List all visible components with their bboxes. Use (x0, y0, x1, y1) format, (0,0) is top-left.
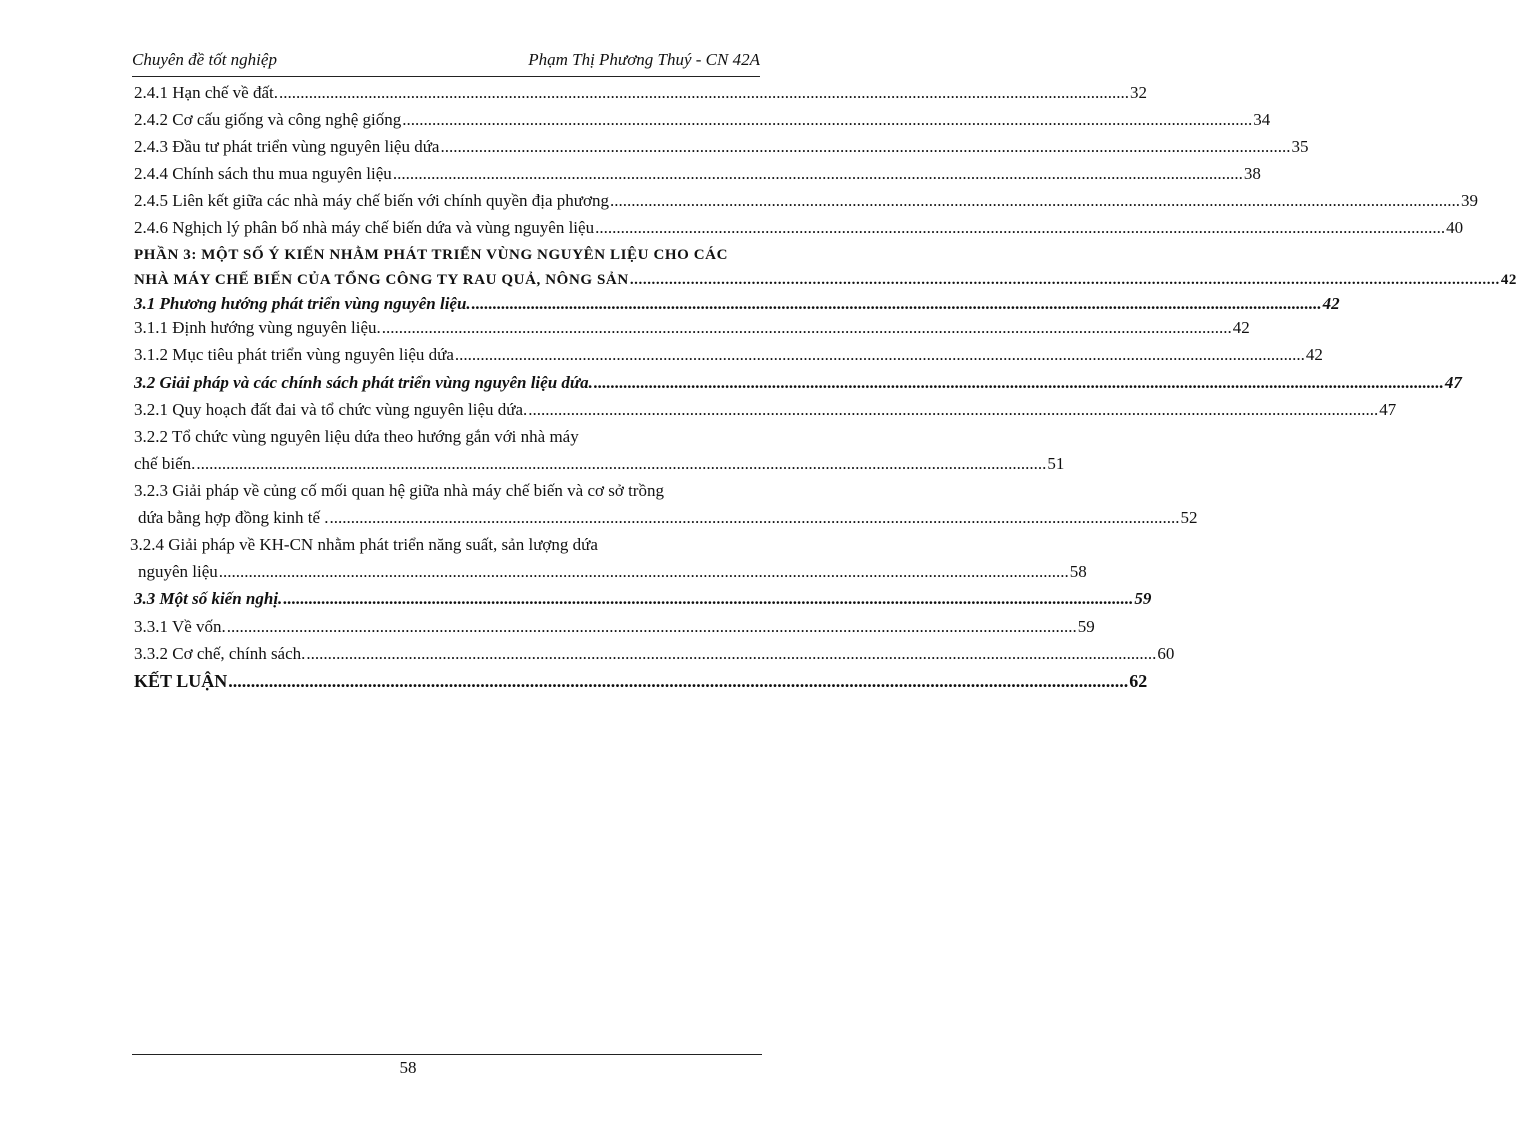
header-author: Phạm Thị Phương Thuý - CN 42A (528, 50, 760, 69)
toc-entry-page: 60 (1157, 644, 1175, 663)
toc-dot-leader: ........................................................................................................................................................................................................ (593, 373, 1444, 392)
toc-entry (134, 400, 1397, 420)
toc-entry-page: 42 (1305, 345, 1323, 364)
toc-entry (134, 617, 1095, 637)
toc-dot-leader: ........................................................................................................................................................................................................ (595, 218, 1446, 237)
toc-entry-page: 42 (1322, 294, 1340, 313)
toc-entry-label: 2.4.6 Nghịch lý phân bố nhà máy chế biến dứa và vùng nguyên liệu (134, 218, 595, 237)
toc-dot-leader: ........................................................................................................................................................................................................ (329, 508, 1180, 527)
toc-dot-leader: ........................................................................................................................................................................................................ (392, 164, 1243, 183)
toc-entry-label: 3.1.1 Định hướng vùng nguyên liệu. (134, 318, 381, 337)
toc-entry-page: 47 (1444, 373, 1462, 392)
toc-entry-label: NHÀ MÁY CHẾ BIẾN CỦA TỔNG CÔNG TY RAU QUẢ, NÔNG SẢN (134, 272, 629, 288)
toc-entry-label: 2.4.1 Hạn chế về đất. (134, 83, 278, 102)
toc-entry-label: nguyên liệu (138, 562, 218, 581)
toc-dot-leader: ........................................................................................................................................................................................................ (306, 644, 1157, 663)
toc-entry (134, 644, 1175, 664)
toc-entry (134, 110, 1271, 130)
toc-entry-label: 2.4.4 Chính sách thu mua nguyên liệu (134, 164, 392, 183)
toc-entry (134, 218, 1464, 238)
toc-dot-leader: ........................................................................................................................................................................................................ (454, 345, 1305, 364)
toc-entry-page: 38 (1243, 164, 1261, 183)
toc-dot-leader: ........................................................................................................................................................................................................ (226, 617, 1077, 636)
header-title: Chuyên đề tốt nghiệp (132, 50, 277, 69)
toc-entry-label: 3.3.2 Cơ chế, chính sách. (134, 644, 306, 663)
toc-entry-page: 52 (1180, 508, 1198, 527)
toc-entry-page: 59 (1077, 617, 1095, 636)
toc-entry-continued: 3.2.4 Giải pháp về KH-CN nhằm phát triển năng suất, sản lượng dứa (130, 535, 598, 554)
toc-entry-label: chế biến. (134, 454, 196, 473)
toc-entry-page: 59 (1134, 589, 1152, 608)
toc-dot-leader: ........................................................................................................................................................................................................ (381, 318, 1232, 337)
toc-entry (134, 137, 1309, 157)
toc-entry-label: 3.2 Giải pháp và các chính sách phát triển vùng nguyên liệu dứa. (134, 373, 593, 392)
toc-dot-leader: ........................................................................................................................................................................................................ (228, 671, 1129, 691)
toc-entry-page: 42 (1500, 272, 1517, 288)
toc-entry-label: 2.4.2 Cơ cấu giống và công nghệ giống (134, 110, 402, 129)
toc-dot-leader: ........................................................................................................................................................................................................ (609, 191, 1460, 210)
toc-entry-page: 51 (1047, 454, 1065, 473)
toc-entry-page: 39 (1460, 191, 1478, 210)
page-number: 58 (399, 1058, 417, 1077)
toc-dot-leader: ........................................................................................................................................................................................................ (440, 137, 1291, 156)
toc-entry-page: 62 (1129, 671, 1148, 691)
toc-dot-leader: ........................................................................................................................................................................................................ (283, 589, 1134, 608)
toc-entry-label: 2.4.3 Đầu tư phát triển vùng nguyên liệu dứa (134, 137, 440, 156)
toc-entry-label: KẾT LUẬN (134, 671, 228, 691)
toc-entry-section (134, 589, 1152, 609)
toc-entry-label: 3.1 Phương hướng phát triển vùng nguyên liệu. (134, 294, 471, 313)
toc-entry-continued: 3.2.3 Giải pháp về củng cố mối quan hệ giữa nhà máy chế biến và cơ sở trồng (134, 481, 664, 500)
toc-entry (134, 164, 1261, 184)
toc-entry-page: 47 (1379, 400, 1397, 419)
toc-entry (134, 345, 1323, 365)
toc-dot-leader: ........................................................................................................................................................................................................ (471, 294, 1322, 313)
toc-dot-leader: ........................................................................................................................................................................................................ (196, 454, 1047, 473)
toc-entry-label: 3.2.1 Quy hoạch đất đai và tổ chức vùng nguyên liệu dứa. (134, 400, 528, 419)
toc-entry-page: 34 (1253, 110, 1271, 129)
toc-entry (138, 508, 1198, 528)
toc-entry (134, 318, 1250, 338)
toc-entry (134, 454, 1065, 474)
toc-entry (138, 562, 1087, 582)
toc-entry-page: 35 (1291, 137, 1309, 156)
toc-entry-part (134, 270, 1517, 290)
toc-entry-label: 3.3 Một số kiến nghị. (134, 589, 283, 608)
toc-entry-label: 2.4.5 Liên kết giữa các nhà máy chế biến với chính quyền địa phương (134, 191, 609, 210)
part-heading-line: PHẦN 3: MỘT SỐ Ý KIẾN NHẰM PHÁT TRIỂN VÙNG NGUYÊN LIỆU CHO CÁC (134, 247, 729, 263)
toc-dot-leader: ........................................................................................................................................................................................................ (629, 272, 1500, 288)
toc-entry-section (134, 294, 1340, 314)
toc-entry-conclusion (134, 671, 1148, 691)
footer-divider (132, 1054, 762, 1055)
toc-entry-label: 3.3.1 Về vốn. (134, 617, 226, 636)
toc-entry-section (134, 373, 1462, 393)
toc-entry (134, 83, 1147, 103)
toc-dot-leader: ........................................................................................................................................................................................................ (528, 400, 1379, 419)
toc-entry-page: 58 (1069, 562, 1087, 581)
toc-entry-page: 42 (1232, 318, 1250, 337)
toc-dot-leader: ........................................................................................................................................................................................................ (278, 83, 1129, 102)
toc-dot-leader: ........................................................................................................................................................................................................ (402, 110, 1253, 129)
toc-entry-continued: 3.2.2 Tổ chức vùng nguyên liệu dứa theo hướng gắn với nhà máy (134, 427, 579, 446)
toc-dot-leader: ........................................................................................................................................................................................................ (218, 562, 1069, 581)
toc-entry-page: 32 (1129, 83, 1147, 102)
toc-entry-label: 3.1.2 Mục tiêu phát triển vùng nguyên liệu dứa (134, 345, 454, 364)
toc-entry-page: 40 (1446, 218, 1464, 237)
toc-entry (134, 191, 1478, 211)
page-header (132, 50, 760, 77)
toc-entry-label: dứa bằng hợp đồng kinh tế . (138, 508, 329, 527)
